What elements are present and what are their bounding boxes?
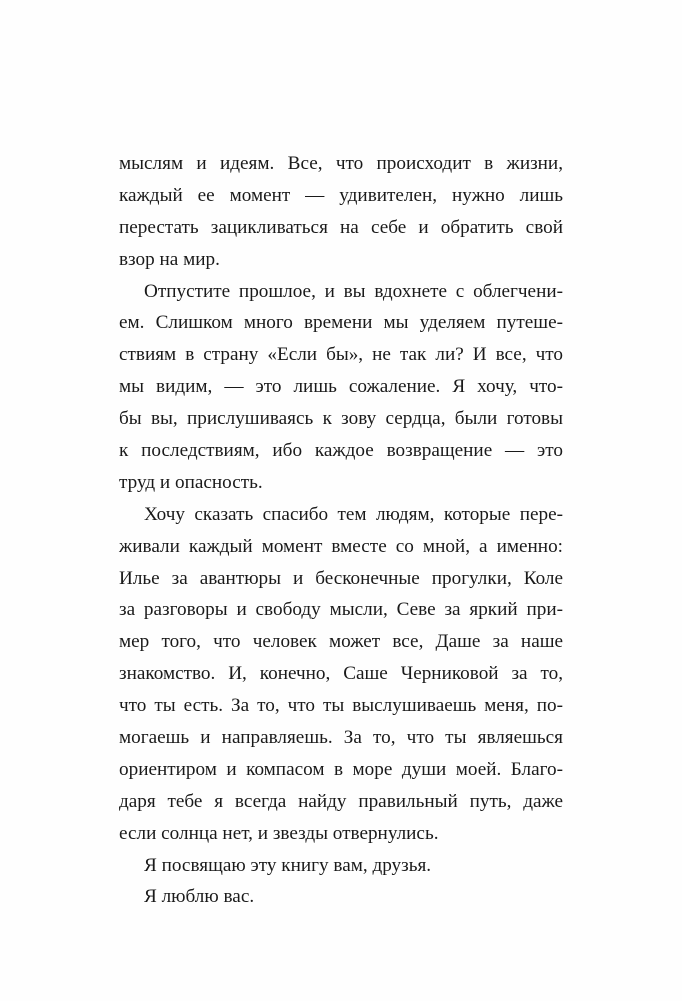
paragraph-1 [119,148,563,276]
text-line: Илье за авантюры и бесконечные прогулки, Коле [119,567,563,589]
text-line: перестать зацикливаться на себе и обратить свой [119,216,563,238]
text-line: знакомство. И, конечно, Саше Черниковой за то, [119,663,563,685]
text-line: труд и опасность. [119,471,263,493]
body-text [119,148,563,913]
text-line: живали каждый момент вместе со мной, а именно: [119,535,563,557]
text-line: Я люблю вас. [144,886,255,908]
text-line: мы видим, — это лишь сожаление. Я хочу, что- [119,376,563,398]
text-line: Я посвящаю эту книгу вам, друзья. [144,854,432,876]
text-line: что ты есть. За то, что ты выслушиваешь меня, по- [119,695,563,717]
text-line: каждый ее момент — удивителен, нужно лишь [119,184,563,206]
text-line: мыслям и идеям. Все, что происходит в жизни, [119,153,563,174]
text-line: Хочу сказать спасибо тем людям, которые пере- [144,503,563,525]
text-line: если солнца нет, и звезды отвернулись. [119,822,439,844]
text-line: к последствиям, ибо каждое возвращение — это [119,440,563,462]
text-line: мер того, что человек может все, Даше за наше [119,631,563,653]
paragraph-2 [119,276,563,499]
paragraph-3 [119,499,563,850]
text-line: ориентиром и компасом в море души моей. Благо- [119,758,563,780]
text-line: ем. Слишком много времени мы уделяем путеше- [119,312,563,334]
paragraph-5 [119,881,563,913]
text-line: даря тебе я всегда найду правильный путь, даже [119,790,563,812]
text-line: ствиям в страну «Если бы», не так ли? И все, что [119,344,563,366]
text-line: Отпустите прошлое, и вы вдохнете с облегчени- [144,280,563,302]
paragraph-4 [119,850,563,882]
text-line: взор на мир. [119,248,220,270]
text-line: могаешь и направляешь. За то, что ты являешься [119,727,563,749]
text-line: бы вы, прислушиваясь к зову сердца, были готовы [119,408,563,430]
text-line: за разговоры и свободу мысли, Севе за яркий при- [119,599,563,621]
